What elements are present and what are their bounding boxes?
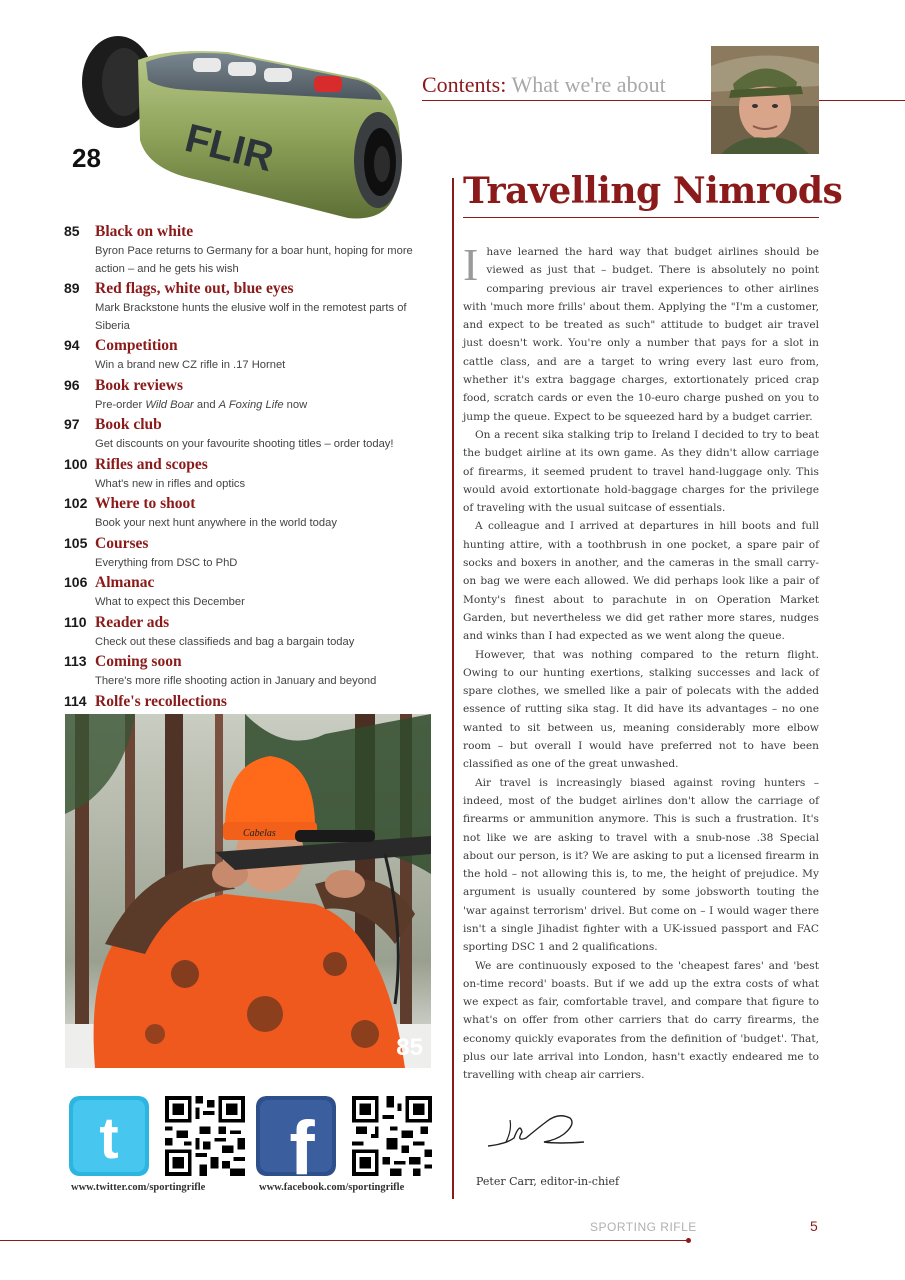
twitter-icon[interactable] bbox=[69, 1096, 149, 1176]
toc-item[interactable] bbox=[64, 337, 436, 375]
toc-item[interactable] bbox=[64, 614, 436, 652]
svg-text:t: t bbox=[99, 1106, 119, 1171]
paragraph-text: have learned the hard way that budget airlines should be viewed as just that – budget. There is absolutely no point comparing previous air travel experiences to other airlines with 'much more frills' about them. Applying the "I'm a customer, and expect to be treated as such" attitude to budget air travel just doesn't work. You're only a number that pays for a slot in cattle class, and are a target to wring every last euro from, whether it's extra baggage charges, extortionately priced crap food, scratch cards or even the 10-euro charge pushed on you to jump the queue. Expect to be squeezed hard by a budget carrier. bbox=[463, 246, 819, 423]
toc-page-number: 96 bbox=[64, 376, 80, 393]
toc-desc-text: Pre-order bbox=[95, 398, 146, 411]
toc-item[interactable] bbox=[64, 574, 436, 612]
title-rule bbox=[463, 217, 819, 218]
toc-page-number: 100 bbox=[64, 455, 88, 472]
toc-title: Book reviews bbox=[95, 376, 183, 394]
toc-title: Competition bbox=[95, 337, 178, 354]
facebook-url[interactable]: www.facebook.com/sportingrifle bbox=[259, 1182, 405, 1193]
toc-desc-text: and bbox=[193, 398, 219, 411]
twitter-url[interactable]: www.twitter.com/sportingrifle bbox=[71, 1182, 206, 1193]
toc-page-number: 114 bbox=[64, 692, 87, 709]
twitter-qr-code[interactable] bbox=[165, 1096, 245, 1176]
page-number: 5 bbox=[810, 1218, 818, 1234]
book-title-a-foxing-life: A Foxing Life bbox=[218, 398, 284, 411]
toc-item[interactable] bbox=[64, 653, 436, 691]
toc-desc-text: now bbox=[283, 398, 308, 411]
toc-description: Check out these classifieds and bag a bargain today bbox=[95, 635, 355, 648]
toc-page-number: 94 bbox=[64, 337, 80, 353]
editor-portrait bbox=[711, 46, 819, 154]
toc-description: Get discounts on your favourite shooting titles – order today! bbox=[95, 438, 394, 450]
toc-page-number: 102 bbox=[64, 495, 88, 511]
hunter-photo bbox=[65, 714, 431, 1068]
toc-description: Book your next hunt anywhere in the world today bbox=[95, 517, 337, 529]
toc-item[interactable] bbox=[64, 456, 436, 494]
editor-signoff: Peter Carr, editor-in-chief bbox=[476, 1175, 620, 1188]
toc-item[interactable] bbox=[64, 416, 436, 454]
toc-page-number: 85 bbox=[64, 223, 80, 239]
toc-description: Byron Pace returns to Germany for a boar hunt, hoping for more action – and he gets his wish bbox=[95, 245, 413, 275]
book-title-wild-boar: Wild Boar bbox=[145, 398, 194, 411]
toc-title: Almanac bbox=[95, 574, 155, 591]
toc-page-number: 113 bbox=[64, 653, 87, 669]
article-paragraph: However, that was nothing compared to the return flight. Owing to our hunting exertions, stalking successes and lack of spare clothes, we smelled like a pair of polecats with the added essence of rutting sika stag. It did have its advantages – no one wanted to sit between us, meaning considerably more elbow room – but overall I would have preferred not to have been classified as one of the great unwashed. bbox=[463, 648, 819, 771]
toc-item[interactable] bbox=[64, 535, 436, 573]
magazine-name: SPORTING RIFLE bbox=[590, 1220, 697, 1234]
toc-item[interactable] bbox=[64, 280, 436, 335]
contents-list bbox=[64, 223, 436, 732]
toc-description: There's more rifle shooting action in January and beyond bbox=[95, 675, 377, 687]
toc-title: Rolfe's recollections bbox=[95, 692, 227, 710]
feature-page-number: 28 bbox=[72, 143, 101, 173]
flir-logo: FLIR bbox=[180, 116, 278, 181]
article-paragraph: We are continuously exposed to the 'cheapest fares' and 'best on-time record' boasts. But if we add up the extra costs of what we expect as fair, comfortable travel, and compare that figure to what's on offer from other carriers that do carry firearms, the economy quickly evaporates from the definition of 'budget'. That, plus our late arrival into London, hasn't exactly endeared me to travelling with cheap air carriers. bbox=[463, 959, 819, 1082]
facebook-qr-code[interactable] bbox=[352, 1096, 432, 1176]
toc-page-number: 110 bbox=[64, 613, 87, 630]
toc-title: Courses bbox=[95, 534, 149, 552]
toc-title: Book club bbox=[95, 416, 162, 433]
toc-title: Coming soon bbox=[95, 653, 182, 670]
footer-dot bbox=[686, 1238, 691, 1243]
toc-item[interactable] bbox=[64, 495, 436, 533]
toc-title: Where to shoot bbox=[95, 495, 196, 512]
hunter-page-number: 85 bbox=[396, 1034, 423, 1061]
toc-item[interactable] bbox=[64, 223, 436, 278]
article-body bbox=[463, 239, 819, 1085]
header-rule bbox=[422, 100, 905, 101]
toc-description: Mark Brackstone hunts the elusive wolf in the remotest parts of Siberia bbox=[95, 302, 407, 332]
article-paragraph: A colleague and I arrived at departures in hill boots and full hunting attire, with a toothbrush in one pocket, a spare pair of socks and boxers in another, and the cameras in the small carry-on bag we were each allowed. We did perhaps look like a pair of Monty's finest about to parachute in on Operation Market Garden, but nevertheless we did get rather more stares, nudges and winks than I had expected as we went along the queue. bbox=[463, 520, 819, 643]
facebook-icon[interactable] bbox=[256, 1096, 336, 1176]
article-paragraph: On a recent sika stalking trip to Ireland I decided to try to beat the budget airline at its own game. As they didn't allow carriage of firearms, it seemed prudent to travel hand-luggage only. This would avoid extortionate hold-baggage charges for the privilege of traveling with the usual suitcase of essentials. bbox=[463, 428, 819, 515]
footer-rule bbox=[0, 1240, 688, 1241]
toc-title: Red flags, white out, blue eyes bbox=[95, 280, 294, 297]
article-title: Travelling Nimrods bbox=[463, 170, 843, 212]
toc-title: Black on white bbox=[95, 223, 194, 240]
toc-description: Win a brand new CZ rifle in .17 Hornet bbox=[95, 359, 286, 371]
article-paragraph: Air travel is increasingly biased against roving hunters – indeed, most of the budget airlines don't allow the carriage of firearms or ammunition anymore. This is such a frustration. It's not like we are asking to travel with a snub-nose .38 Special about our person, is it? We are asking to put a licensed firearm in the hold – not allowing this is, to me, the height of prejudice. My argument is usually countered by some jobsworth touting the 'war against terrorism' drivel. But come on – I would wager there isn't a single Jihadist fighter with a UK-issued passport and FAC sporting DSC 1 and 2 qualifications. bbox=[463, 776, 819, 954]
toc-item[interactable] bbox=[64, 377, 436, 415]
toc-description: What to expect this December bbox=[95, 596, 245, 608]
svg-text:f: f bbox=[289, 1106, 315, 1176]
contents-label: Contents: bbox=[422, 72, 507, 97]
article-paragraph bbox=[463, 239, 819, 426]
toc-description: Everything from DSC to PhD bbox=[95, 556, 238, 569]
thermal-camera-image bbox=[78, 30, 408, 225]
toc-page-number: 89 bbox=[64, 280, 80, 296]
toc-description: What's new in rifles and optics bbox=[95, 477, 246, 490]
contents-subtitle: What we're about bbox=[511, 72, 666, 97]
toc-page-number: 106 bbox=[64, 574, 88, 590]
toc-page-number: 97 bbox=[64, 416, 80, 432]
toc-title: Rifles and scopes bbox=[95, 455, 208, 473]
article-side-bar bbox=[452, 178, 454, 1199]
toc-page-number: 105 bbox=[64, 534, 88, 551]
editor-signature bbox=[486, 1108, 586, 1153]
drop-cap: I bbox=[463, 239, 479, 290]
contents-heading bbox=[422, 72, 666, 98]
toc-title: Reader ads bbox=[95, 613, 170, 631]
hunter-illustration bbox=[65, 714, 431, 1068]
hat-logo: Cabelas bbox=[243, 828, 276, 839]
toc-description bbox=[95, 397, 436, 415]
